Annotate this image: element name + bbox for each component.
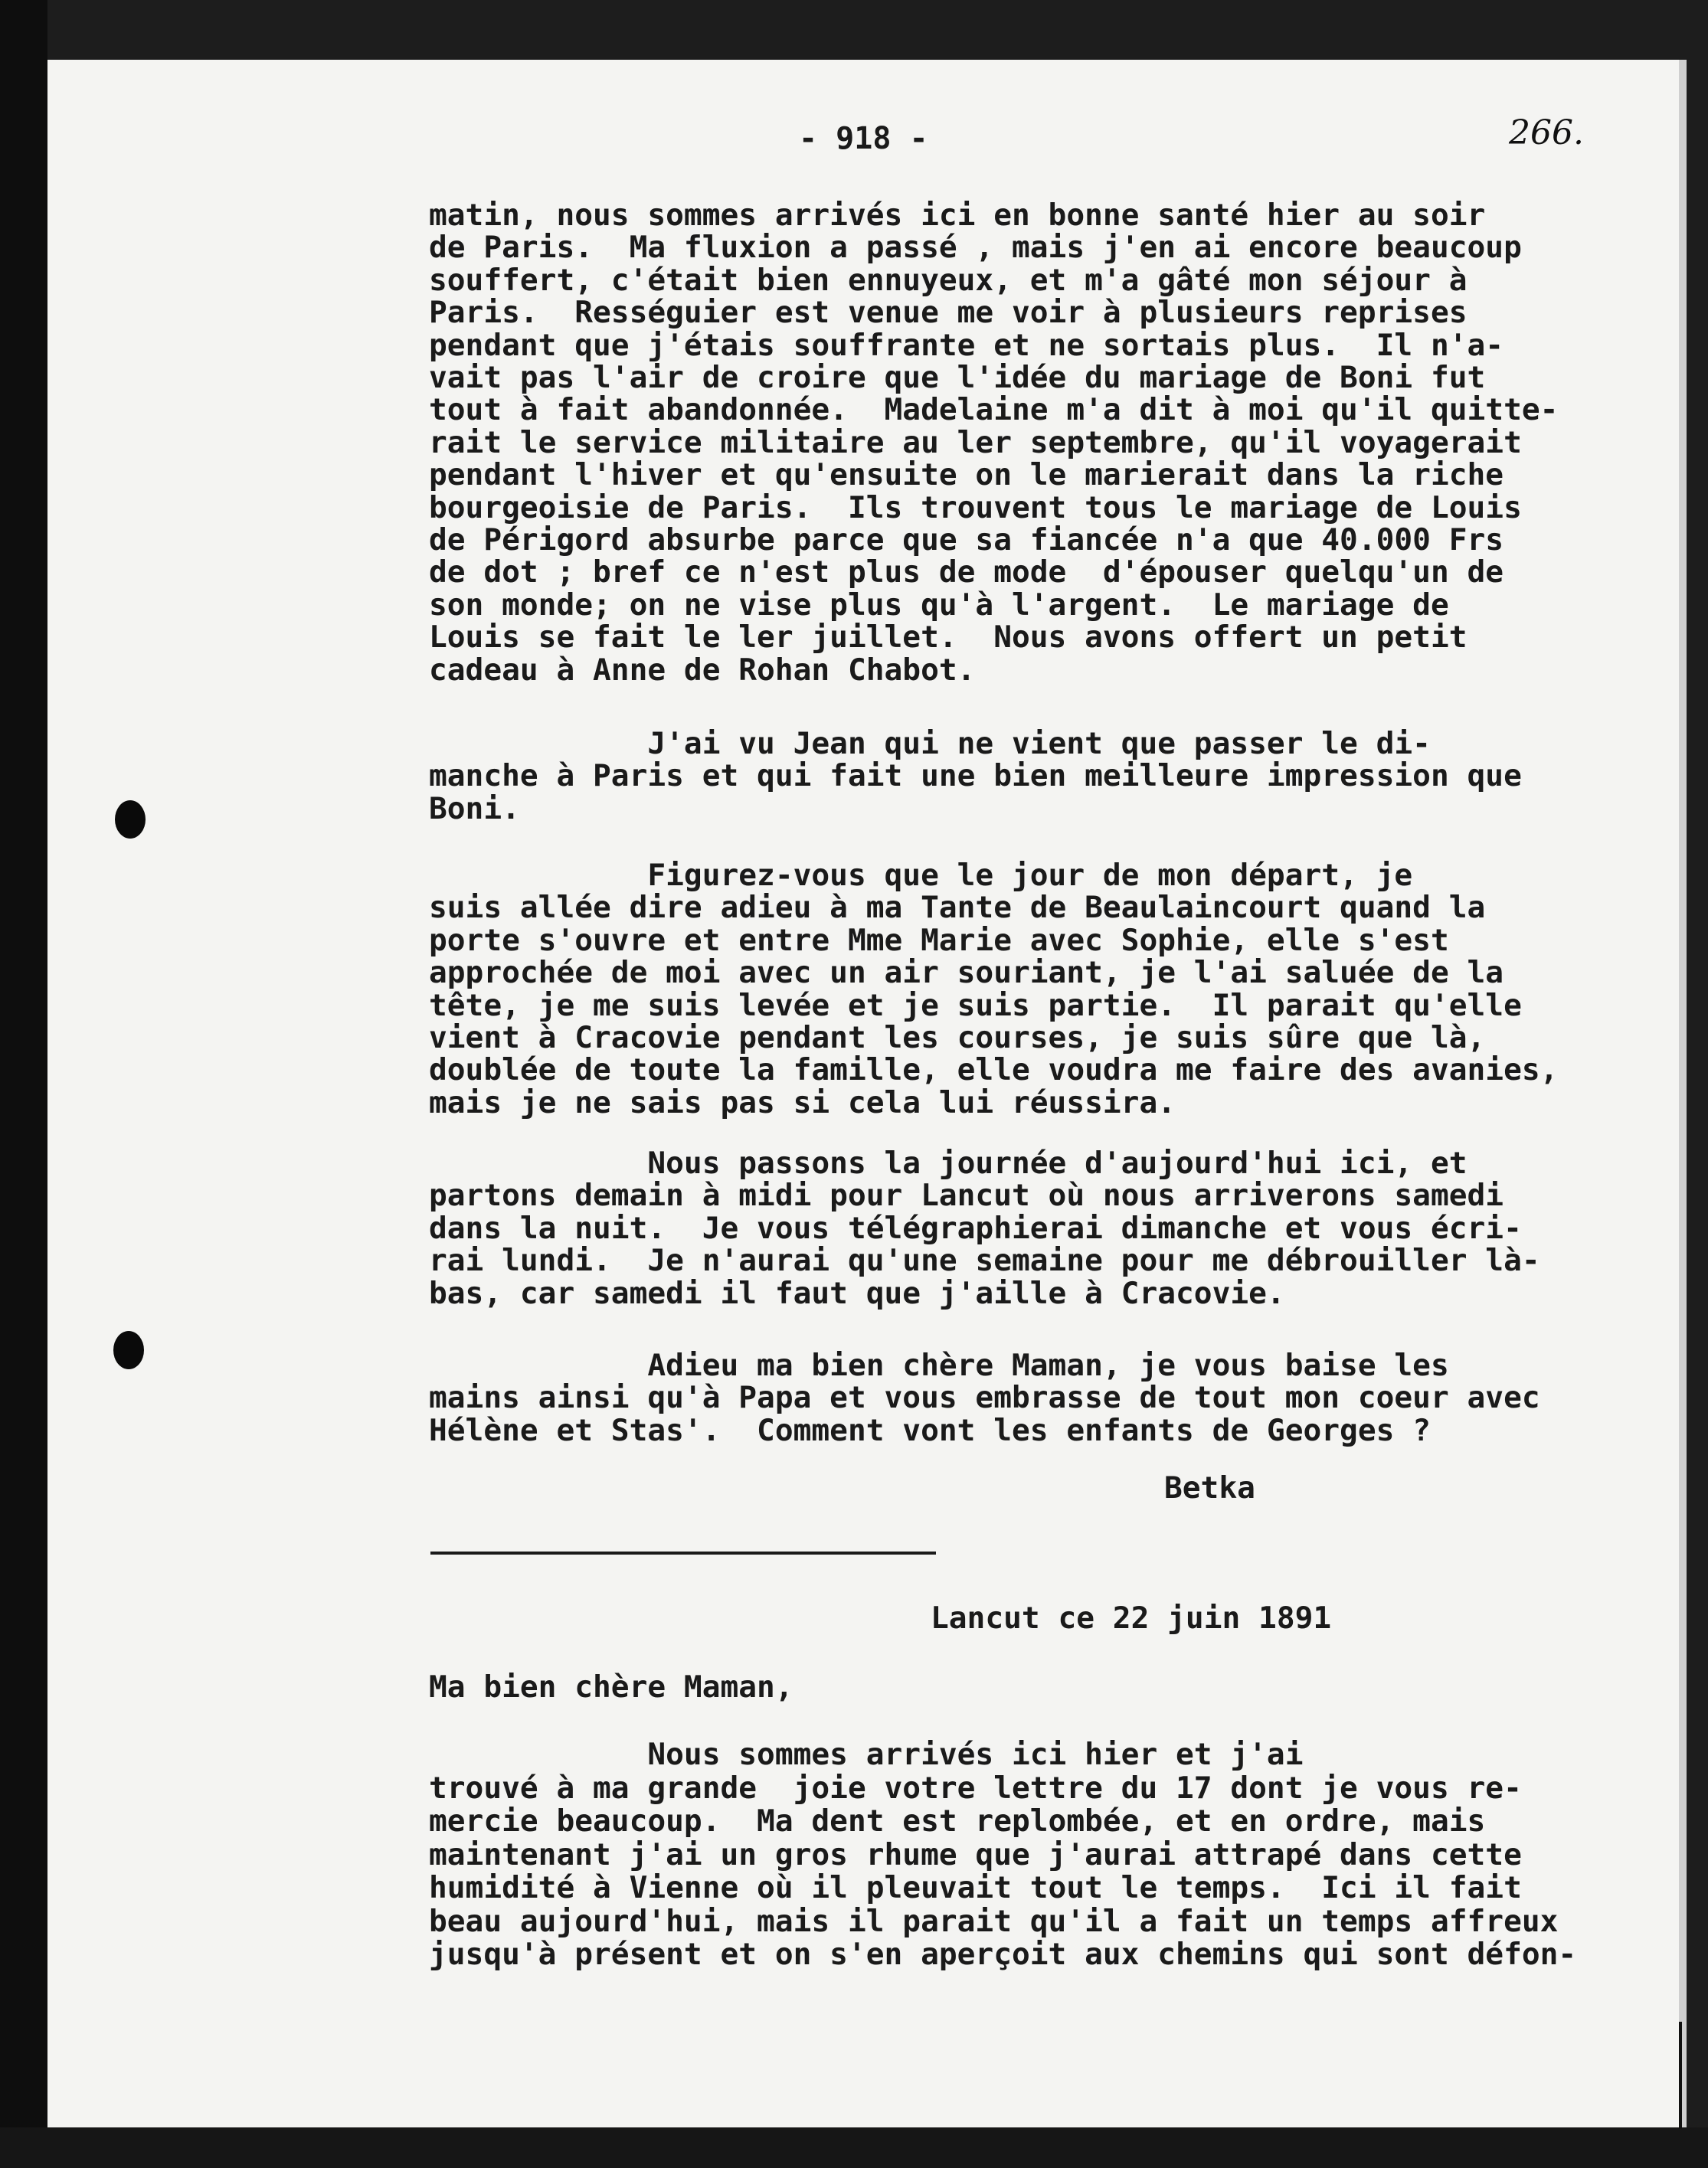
letter-line: souffert, c'était bien ennuyeux, et m'a gâté mon séjour à [429, 262, 1468, 298]
letter-line: tout à fait abandonnée. Madelaine m'a dit à moi qu'il quitte- [429, 392, 1559, 428]
separator-line [430, 1552, 936, 1555]
letter-line: de Périgord absurbe parce que sa fiancée n'a que 40.000 Frs [429, 522, 1504, 558]
handwritten-folio-annotation: 266. [1509, 113, 1584, 152]
letter-line: mais je ne sais pas si cela lui réussira. [429, 1084, 1176, 1120]
punch-hole [113, 1331, 144, 1369]
letter-line: Nous sommes arrivés ici hier et j'ai [429, 1737, 1304, 1772]
letter-line: manche à Paris et qui fait une bien meilleure impression que [429, 758, 1522, 794]
letter-line: suis allée dire adieu à ma Tante de Beaulaincourt quand la [429, 890, 1486, 926]
bottom-scan-edge [0, 2127, 1708, 2168]
letter-line: Figurez-vous que le jour de mon départ, je [429, 858, 1413, 893]
letter-line: doublée de toute la famille, elle voudra me faire des avanies, [429, 1052, 1559, 1088]
date-line: Lancut ce 22 juin 1891 [931, 1601, 1332, 1636]
letter-line: rait le service militaire au ler septembre, qu'il voyagerait [429, 424, 1522, 460]
letter-line: vient à Cracovie pendant les courses, je suis sûre que là, [429, 1020, 1486, 1055]
punch-hole [115, 800, 146, 839]
letter-line: humidité à Vienne où il pleuvait tout le temps. Ici il fait [429, 1870, 1522, 1905]
left-scan-edge [0, 0, 47, 2168]
letter-line: trouvé à ma grande joie votre lettre du 17 dont je vous re- [429, 1770, 1522, 1806]
signature: Betka [1164, 1470, 1255, 1506]
salutation: Ma bien chère Maman, [429, 1669, 793, 1705]
letter-line: dans la nuit. Je vous télégraphierai dimanche et vous écri- [429, 1210, 1522, 1246]
letter-line: approchée de moi avec un air souriant, je l'ai saluée de la [429, 955, 1504, 991]
letter-line: pendant l'hiver et qu'ensuite on le marierait dans la riche [429, 457, 1504, 493]
letter-line: rai lundi. Je n'aurai qu'une semaine pour me débrouiller là- [429, 1243, 1540, 1279]
letter-line: mains ainsi qu'à Papa et vous embrasse de tout mon coeur avec [429, 1380, 1540, 1416]
letter-line: porte s'ouvre et entre Mme Marie avec Sophie, elle s'est [429, 922, 1449, 958]
letter-line: tête, je me suis levée et je suis partie. Il parait qu'elle [429, 987, 1522, 1023]
letter-line: J'ai vu Jean qui ne vient que passer le di- [429, 726, 1431, 761]
page-number: - 918 - [799, 121, 928, 156]
letter-line: cadeau à Anne de Rohan Chabot. [429, 652, 976, 688]
letter-line: bourgeoisie de Paris. Ils trouvent tous le mariage de Louis [429, 489, 1522, 525]
letter-line: de dot ; bref ce n'est plus de mode d'épouser quelqu'un de [429, 554, 1504, 590]
letter-line: Adieu ma bien chère Maman, je vous baise les [429, 1348, 1449, 1383]
letter-line: pendant que j'étais souffrante et ne sortais plus. Il n'a- [429, 327, 1504, 363]
letter-line: vait pas l'air de croire que l'idée du mariage de Boni fut [429, 360, 1486, 395]
letter-line: Louis se fait le ler juillet. Nous avons offert un petit [429, 620, 1468, 656]
letter-line: jusqu'à présent et on s'en aperçoit aux chemins qui sont défon- [429, 1937, 1577, 1972]
letter-line: Nous passons la journée d'aujourd'hui ici, et [429, 1146, 1468, 1181]
letter-line: beau aujourd'hui, mais il parait qu'il a fait un temps affreux [429, 1903, 1559, 1939]
letter-line: Boni. [429, 790, 520, 826]
letter-line: Paris. Rességuier est venue me voir à plusieurs reprises [429, 295, 1468, 331]
letter-line: de Paris. Ma fluxion a passé , mais j'en ai encore beaucoup [429, 230, 1522, 266]
crop-mark [1679, 2022, 1682, 2129]
letter-line: maintenant j'ai un gros rhume que j'aurai attrapé dans cette [429, 1836, 1522, 1872]
letter-line: son monde; on ne vise plus qu'à l'argent. Le mariage de [429, 587, 1449, 623]
letter-line: bas, car samedi il faut que j'aille à Cracovie. [429, 1275, 1285, 1311]
letter-line: Hélène et Stas'. Comment vont les enfants de Georges ? [429, 1412, 1431, 1448]
letter-line: matin, nous sommes arrivés ici en bonne santé hier au soir [429, 198, 1486, 233]
letter-line: mercie beaucoup. Ma dent est replombée, et en ordre, mais [429, 1803, 1486, 1839]
letter-line: partons demain à midi pour Lancut où nous arriverons samedi [429, 1178, 1504, 1214]
